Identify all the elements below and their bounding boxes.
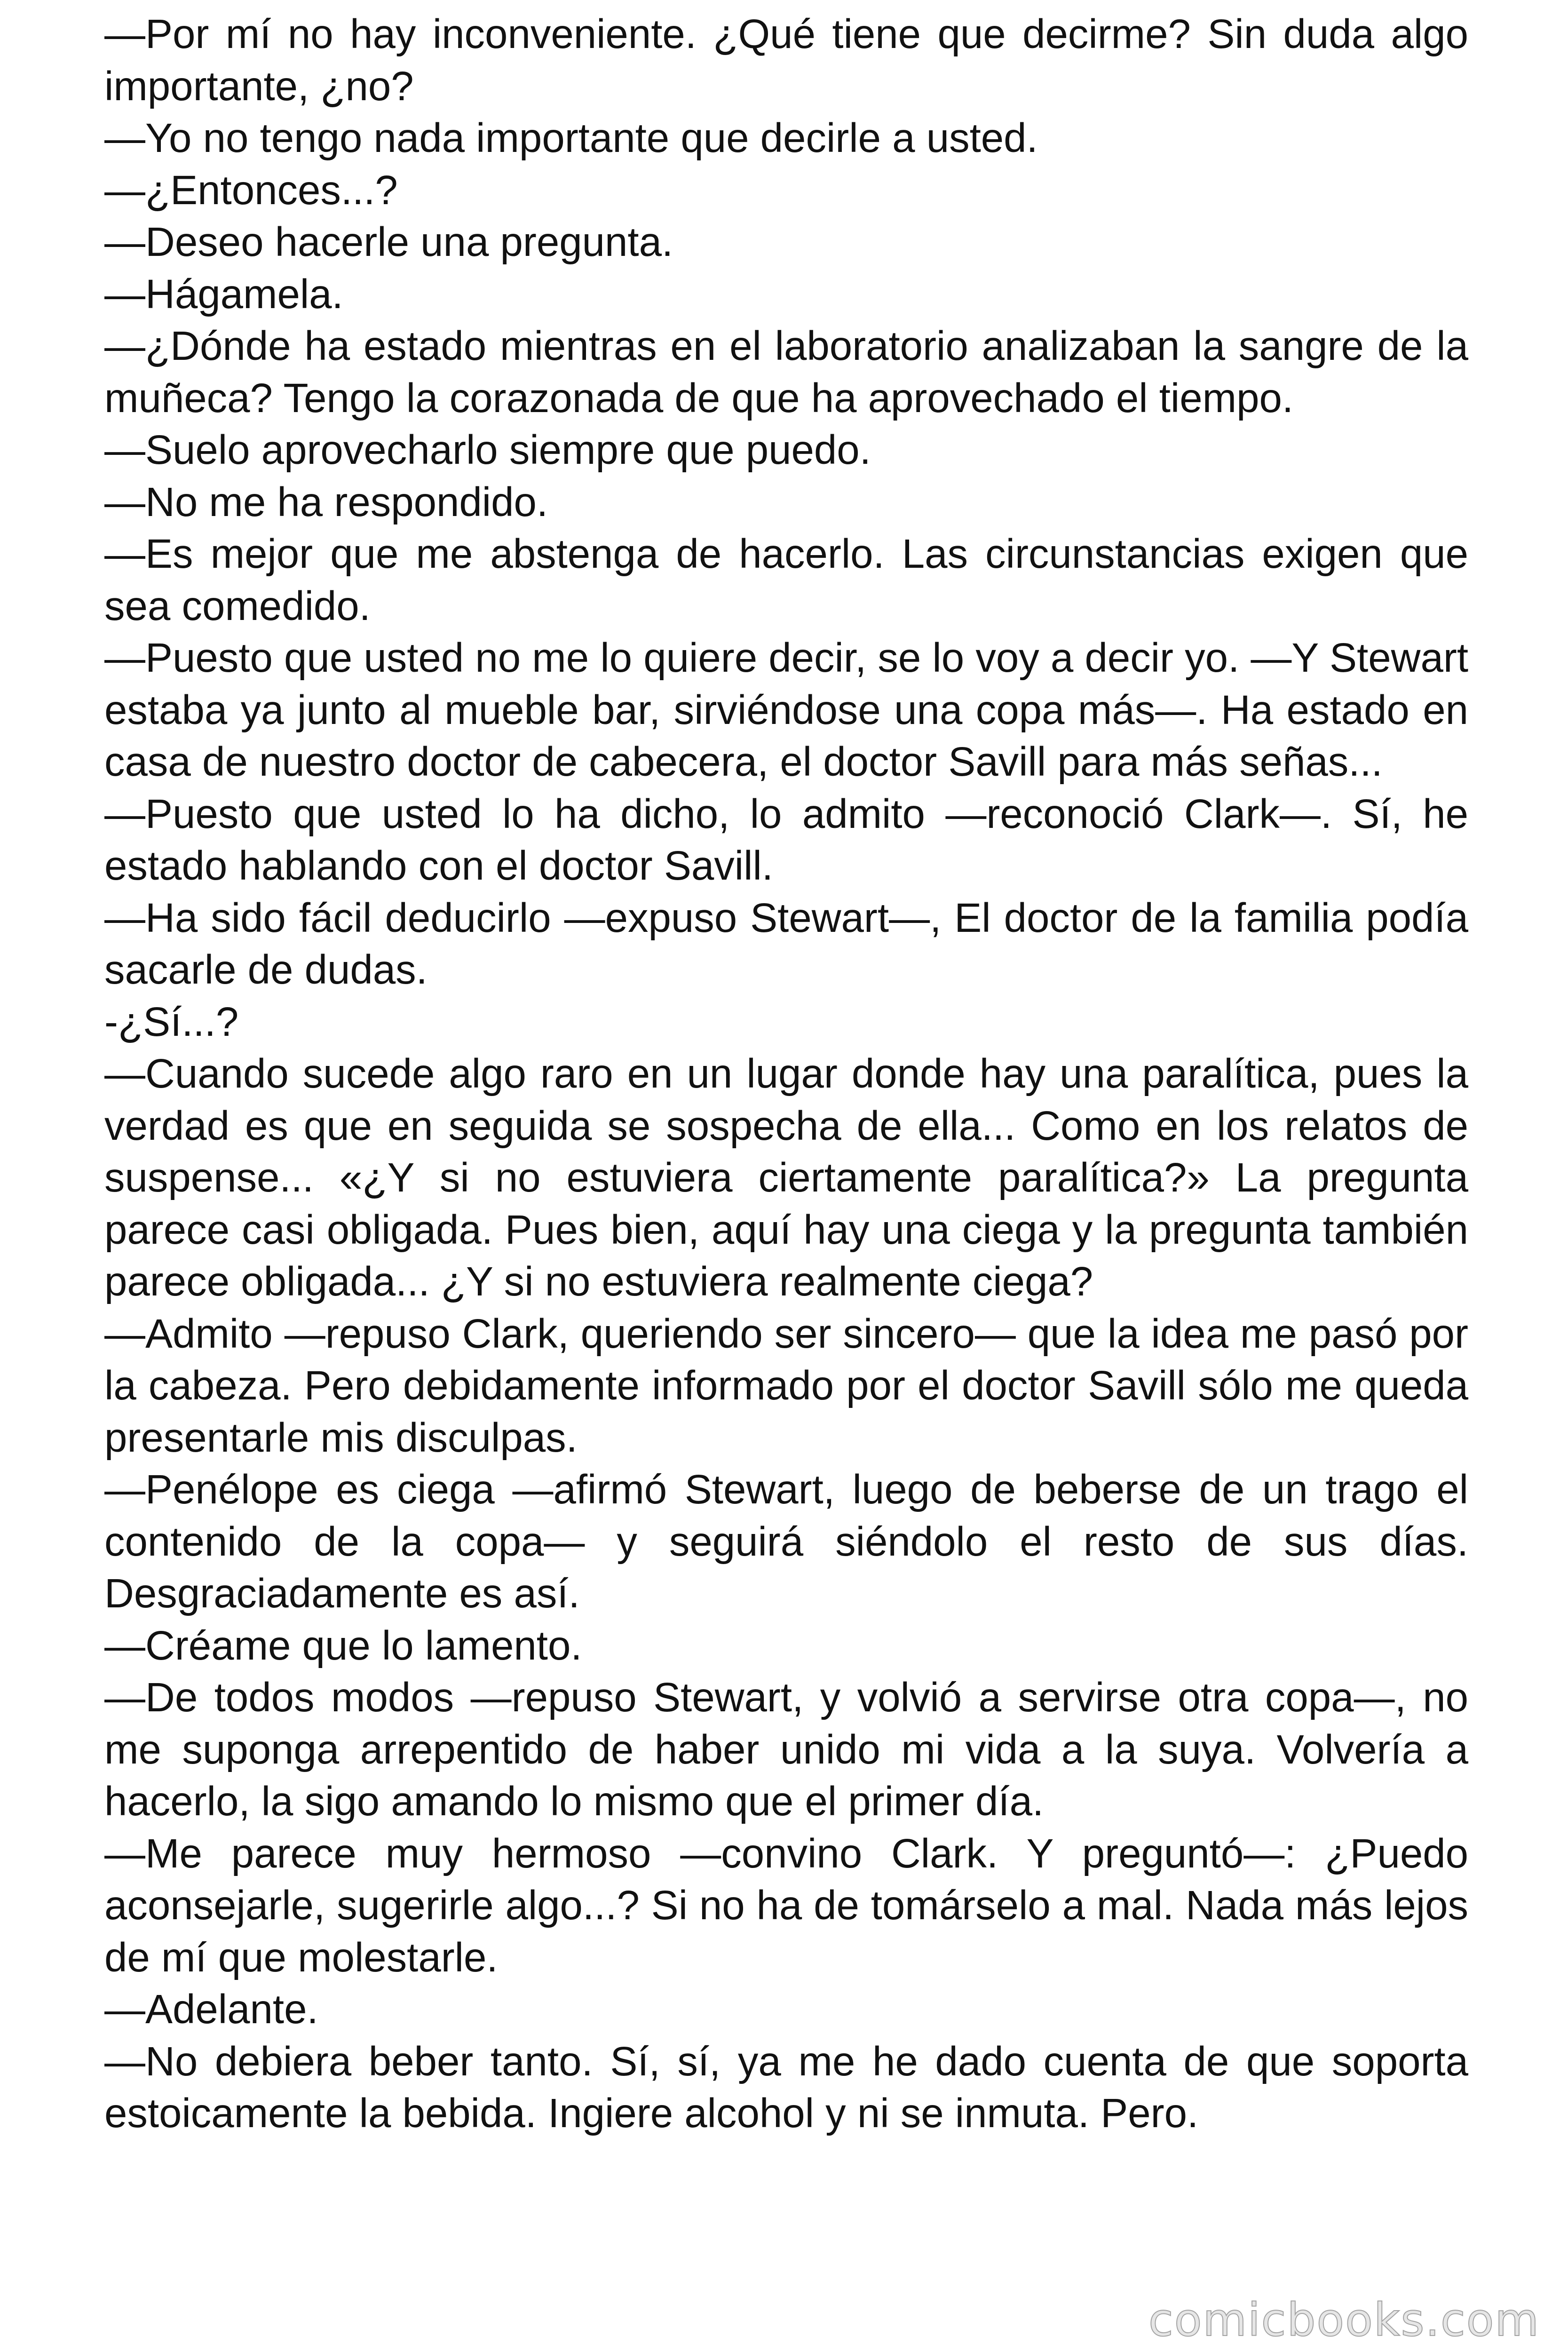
paragraph: —Penélope es ciega —afirmó Stewart, luego de beberse de un trago el contenido de la copa— y seguirá siéndolo el resto de sus días. Desgraciadamente es así. — [104, 1467, 1468, 1616]
paragraph: —Me parece muy hermoso —convino Clark. Y preguntó—: ¿Puedo aconsejarle, sugerirle algo...? Si no ha de tomárselo a mal. Nada más lejos de mí que molestarle. — [104, 1830, 1468, 1980]
paragraph: -¿Sí...? — [104, 999, 239, 1045]
paragraph: —No debiera beber tanto. Sí, sí, ya me he dado cuenta de que soporta estoicamente la bebida. Ingiere alcohol y ni se inmuta. Pero. — [104, 2038, 1468, 2136]
paragraph: —Puesto que usted lo ha dicho, lo admito —reconoció Clark—. Sí, he estado hablando con el doctor Savill. — [104, 791, 1468, 889]
document-page — [104, 8, 1468, 2140]
paragraph: —¿Entonces...? — [104, 167, 398, 213]
paragraph: —Es mejor que me abstenga de hacerlo. Las circunstancias exigen que sea comedido. — [104, 531, 1468, 629]
paragraph: —¿Dónde ha estado mientras en el laboratorio analizaban la sangre de la muñeca? Tengo la corazonada de que ha aprovechado el tiempo. — [104, 323, 1468, 421]
paragraph: —Adelante. — [104, 1986, 318, 2032]
paragraph: —No me ha respondido. — [104, 479, 548, 525]
paragraph: —Yo no tengo nada importante que decirle a usted. — [104, 115, 1038, 161]
paragraph: —Puesto que usted no me lo quiere decir, se lo voy a decir yo. —Y Stewart estaba ya junto al mueble bar, sirviéndose una copa más—. Ha estado en casa de nuestro doctor de cabecera, el doctor Savill para más señas... — [104, 635, 1468, 785]
paragraph: —Deseo hacerle una pregunta. — [104, 219, 673, 265]
paragraph: —Ha sido fácil deducirlo —expuso Stewart—, El doctor de la familia podía sacarle de dudas. — [104, 895, 1468, 993]
paragraph: —Cuando sucede algo raro en un lugar donde hay una paralítica, pues la verdad es que en seguida se sospecha de ella... Como en los relatos de suspense... «¿Y si no estuviera ciertamente paralítica?» La pregunta parece casi obligada. Pues bien, aquí hay una ciega y la pregunta también parece obligada... ¿Y si no estuviera realmente ciega? — [104, 1051, 1468, 1304]
paragraph: —De todos modos —repuso Stewart, y volvió a servirse otra copa—, no me suponga arrepentido de haber unido mi vida a la suya. Volvería a hacerlo, la sigo amando lo mismo que el primer día. — [104, 1675, 1468, 1824]
paragraph: —Hágamela. — [104, 271, 343, 317]
paragraph: —Suelo aprovecharlo siempre que puedo. — [104, 427, 871, 473]
paragraph: —Créame que lo lamento. — [104, 1622, 582, 1669]
watermark: comicbooks.com — [1148, 2294, 1540, 2346]
paragraph: —Admito —repuso Clark, queriendo ser sincero— que la idea me pasó por la cabeza. Pero debidamente informado por el doctor Savill sólo me queda presentarle mis disculpas. — [104, 1311, 1468, 1461]
paragraph: —Por mí no hay inconveniente. ¿Qué tiene que decirme? Sin duda algo importante, ¿no? — [104, 11, 1468, 109]
